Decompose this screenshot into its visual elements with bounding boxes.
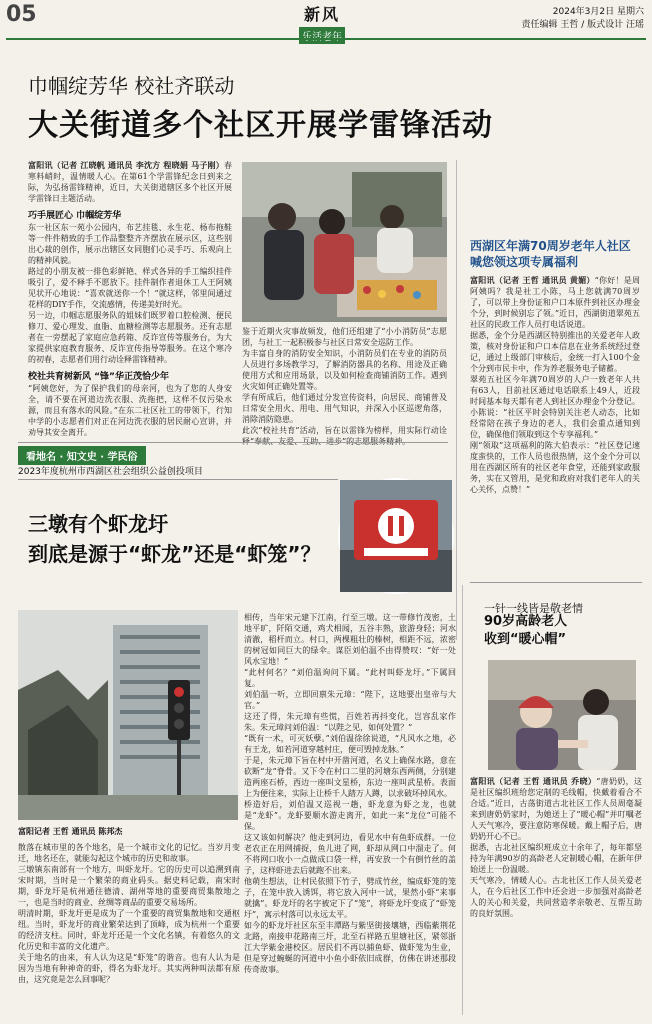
article2-col2 bbox=[244, 612, 456, 1020]
side2-rule bbox=[470, 582, 642, 583]
header-rule bbox=[6, 38, 646, 40]
article1-p5: “阿姨您好，为了保护我们的母亲河，也为了您的人身安全，请不要在河道边洗衣服、洗拖把，这样不仅污染水源，而且有落水的风险。”在东二社区社工的带领下，行知中学的小志愿者们对正在河边洗衣服的居民耐心宣讲，并劝导其安全离开。 bbox=[28, 384, 232, 437]
side2-body bbox=[470, 776, 642, 1020]
side1-p2: 据悉，金个分是西湖区特别推出的关爱老年人政策，核对身份证和户口本信息在业务系统经过登记，通过上级部门审核后，金统一打入100个金个分到市民卡中，作为养老服务电子储蓄。 bbox=[470, 331, 640, 373]
article2-byline: 富阳记者 王哲 通讯员 陈邦杰 bbox=[18, 827, 123, 836]
editor-credits: 责任编辑 王哲 / 版式设计 汪瑶 bbox=[521, 20, 644, 30]
side2-p2: 据悉，古北社区编织班成立十余年了，每年都坚持为年满90岁的高龄老人定制暖心帽，在新年伊始送上一份温暖。 bbox=[470, 843, 642, 874]
article2-p4: 关于地名的由来，有人认为这是“虾笼”的谐音。也有人认为是因为当地有种神奇的虾，得名为虾龙圩。其实两种叫法都有原由，这究竟是怎么回事呢？ bbox=[18, 953, 240, 984]
article1-p7: 为丰富自身的消防安全知识，小消防员们在专业的消防员人员进行多场教学习，了解消防器具的名称、用途及正确使用方式和应用场景，以及如何检查商铺消防工作。遇到火灾如何正确处置等。 bbox=[242, 349, 447, 391]
article2-p13: 他萌生想法，让村民依照下竹子，劈成竹丝，编成虾笼的笼子，在笼中放入诱饵，将它放入河中一试，果然小虾“来事就擒”。虾龙圩的名字被定下了“笼”，将虾龙圩变成了“虾笼圩”，寓示村落可以永远太平。 bbox=[244, 877, 456, 919]
article2-p12: 这又该如何解决？他走到河边，看见水中有鱼虾成群。一位老农正在用网捕捉，鱼儿进了网，虾却从网口中溜走了。何不将网口收小一点做成口袋一样，再安放一个有倒竹丝的盖子，这样虾进去后就跑不出来。 bbox=[244, 833, 456, 875]
article2-headline-line2: 到底是源于“虾龙”还是“虾笼”？ bbox=[28, 542, 321, 566]
article1-p1: 富阳讯（记者 江晓帆 通讯员 李沈方 程晓娟 马子刚）春寒料峭时，温情暖人心。在第61个学雷锋纪念日到来之际，为弘扬雷锋精神，近日，大关街道辖区多个社区开展学雷锋日主题活动。 bbox=[28, 160, 232, 203]
street-sign-image bbox=[340, 480, 452, 592]
column-divider bbox=[456, 160, 457, 640]
article2-p8: 这还了得，朱元璋有些慌，百姓若再抖变化，岂容乱家作朱。朱元璋问刘伯温：“以陛之见，如何处置？” bbox=[244, 712, 456, 732]
column-tag: 看地名 · 知文史 · 学民俗 bbox=[18, 446, 146, 465]
article1-p8: 学有所成后，他们通过分发宣传资料，向居民、商铺普及日常安全用火、用电、用气知识，并深入小区巡逻角落，消除消防隐患。 bbox=[242, 393, 447, 424]
side1-byline: 富阳讯（记者 王哲 通讯员 黄媚） bbox=[470, 275, 595, 285]
article2-p7: 刘伯温一听，立即回禀朱元璋：“陛下，这地要出皇帝与大官。” bbox=[244, 690, 456, 710]
side2-byline: 富阳讯（记者 王哲 通讯员 乔晓） bbox=[470, 776, 597, 786]
article1-p6: 鉴于近期火灾事故频发，他们还组建了“小小消防员”志愿团，与社工一起积极参与社区日常安全巡防工作。 bbox=[242, 327, 447, 347]
article1-p3: 路过的小朋友被一排色彩鲜艳、样式各异的手工编织挂件吸引了，爱不释手不愿放下。挂件制作者退休工人王阿姨见状开心地说：“喜欢就送你一个！”就这样，邻里间通过花样的DIY手作，交流感情，传递美好时光。 bbox=[28, 267, 232, 309]
article1-p4: 另一边，巾帼志愿服务队的姐妹们既罗着口腔检测、便民修刀、爱心理发、血脂、血糖检测等志愿服务。还有志愿者在一旁摆起了家庭应急药箱、反诈宣传等服务台，为大家提供家庭教育服务、反诈宣传指导等服务。在这个寒冷的初春，志愿者们用行动诠释雷锋精神。 bbox=[28, 311, 232, 364]
article1-p2: 东一社区东一苑小公园内，布艺挂毯、永生花、杨布拖鞋等一件件精致的手工作品整整齐齐摆放在展示区，这些别出心裁的创作，展示出辖区女同胞们心灵手巧、乐观向上的精神风貌。 bbox=[28, 223, 232, 265]
building-photo-image bbox=[18, 610, 238, 820]
elder-photo bbox=[488, 660, 636, 770]
article1-kicker: 巾帼绽芳华 校社齐联动 bbox=[28, 74, 235, 98]
page-number: 05 bbox=[6, 2, 37, 27]
section-subtitle bbox=[299, 27, 345, 44]
article2-col1 bbox=[18, 842, 240, 1020]
side2-p1: 富阳讯（记者 王哲 通讯员 乔晓）“唐奶奶，这是社区编织班给您定制的毛线帽，快戴着看合不合适。”近日，古荡街道古北社区工作人员周毫凝来到唐奶奶家时，为她送上了“暖心帽”并叮嘱老人天气寒冷，要注意防寒保暖。戴上帽子后，唐奶奶开心不已。 bbox=[470, 776, 642, 841]
elder-photo-image bbox=[488, 660, 636, 770]
article2-p2: 三墩镇东南部有一个地方，叫虾龙圩。它的历史可以追溯到南宋时期，当时是一个繁荣的商业码头。据史料记载，南宋时期，虾龙圩是杭州通往德清、湖州等地的重要商贸集散地之一，也是当时的商业、丝绸等商品的重要交易场所。 bbox=[18, 865, 240, 907]
section-title: 新风 bbox=[303, 5, 340, 24]
building-photo bbox=[18, 610, 238, 820]
street-sign-photo bbox=[338, 478, 454, 594]
article2-headline-line1: 三墩有个虾龙圩 bbox=[28, 512, 168, 536]
article1-col2 bbox=[242, 326, 447, 436]
section-rule bbox=[18, 442, 448, 443]
side2-title-line1: 90岁高龄老人 bbox=[484, 614, 568, 629]
article2-p14: 如今的虾龙圩社区东至丰潭路与紫坚街接壤塘，西临紫荆花北路，南接申花路南三圩，北至石祥路五里塘社区，紧邻浙江大学紫金港校区。居民们不再以捕鱼虾、做虾笼为生业，但是穿过蜿蜒的河道中小鱼小虾依旧成群，仿佛在讲述那段传奇故事。 bbox=[244, 921, 456, 974]
article1-sub2: 校社共育树新风 “锋”华正茂恰少年 bbox=[28, 372, 169, 382]
side1-title: 西湖区年满70周岁老年人社区喊您领这项专属福利 bbox=[470, 239, 631, 269]
volunteer-photo bbox=[242, 162, 447, 322]
article2-p10: 于是，朱元璋下旨在村中开凿河道，名义上确保水路，意在砍断“龙”脊骨。又下令在村口二里的河塘东西两侧，分别建造两座石桥，西边一座叫文星桥，东边一座叫武星桥。表面上为便往来，实际上让桥千人踏万人蹲，以求破坏掉风水。 bbox=[244, 756, 456, 798]
article2-p6: “此村何名？”刘伯温询问下属。“此村叫虾龙圩。”下属回复。 bbox=[244, 668, 456, 688]
article1-headline: 大关街道多个社区开展学雷锋活动 bbox=[28, 108, 493, 143]
article2-p11: 桥造好后，刘伯温又巡视一趟，虾龙意为虾之龙，也就是“龙虾”。龙虾要顺水游走离开，如此一来“龙位”可能不保。 bbox=[244, 800, 456, 831]
side1-p4: 刚“领取”这项福利的陈大伯表示：“社区登记速度蛮快的，工作人员也很热情，这个金个分可以用在西湖区所有的社区老年食堂，还能到家政服务，实在又管用，是党和政府对我们老年人的关心关怀，点赞！” bbox=[470, 441, 640, 494]
article1-p9: 此次“校社共育”活动，旨在以雷锋为榜样，用实际行动诠 bbox=[242, 426, 447, 435]
column-divider-2 bbox=[462, 585, 463, 1015]
side2-p3: 天气寒冷，情暖人心。古北社区工作人员关爱老人，在今后社区工作中还会进一步加强对高龄老人的关心和关爱，共同营造孝亲敬老、互帮互助的良好氛围。 bbox=[470, 876, 642, 918]
side1-p3: 翠苑五社区今年满70周岁的人户一致老年人共有63人，目前社区通过电话联系上49人，近段时间基本每天都有老人到社区办理金个分登记。小陈说：“社区平时会特别关注老人动态，比如经常陪在孩子身边的老人，我们会重点通知到位，确保他们领取到这个专享福利。” bbox=[470, 375, 640, 439]
side1-p1: 富阳讯（记者 王哲 通讯员 黄媚）“你好！是周阿姨吗？我是社工小陈，马上您就满70周岁了，可以带上身份证和户口本原件到社区办理金个分，到时候别忘了领。”近日，西湖街道翠苑五社区的民政工作人员打电话说道。 bbox=[470, 275, 640, 329]
article2-p3: 明清时期，虾龙圩更是成为了一个重要的商贸集散地和交通枢纽。当时，虾龙圩的商业繁荣达到了顶峰，成为杭州一个重要的经济支柱。同时，虾龙圩还是一个文化名镇，有着悠久的文化历史和丰富的文化遗产。 bbox=[18, 909, 240, 951]
article2-p5: 相传，当年宋元建下江南，行至三墩。这一带修竹茂密，土地平旷，阡陌交通，鸡犬相闻，五谷丰熟，旅游身轻；河水清澈，稻杆而立。村口，两棵粗壮的榛树，相距不远，浓密的树冠如同巨大的绿伞。谋臣刘伯温不由得赞叹：“好一处风水宝地！” bbox=[244, 613, 456, 666]
side2-kicker: 一针一线皆是敬老情 bbox=[484, 602, 583, 615]
article1-byline: 富阳讯（记者 江晓帆 通讯员 李沈方 程晓娟 马子刚） bbox=[28, 160, 224, 170]
project-line: 2023年度杭州市西湖区社会组织公益创投项目 bbox=[18, 464, 338, 480]
issue-date: 2024年3月2日 星期六 bbox=[552, 7, 644, 17]
side1-body bbox=[470, 275, 640, 565]
article2-p9: “既有一术，可灭妖孽。”刘伯温徐徐说道，“凡风水之地，必有王龙，如若河道穿越村庄，便可毁掉龙脉。” bbox=[244, 734, 456, 754]
article1-sub1: 巧手展匠心 巾帼绽芳华 bbox=[28, 211, 122, 221]
volunteer-photo-image bbox=[242, 162, 447, 322]
side2-title-line2: 收到“暖心帽” bbox=[484, 632, 567, 647]
header-meta bbox=[522, 6, 644, 32]
article1-col1 bbox=[28, 160, 232, 460]
article2-p1: 散落在城市里的各个地名，是一个城市文化的记忆。当岁月变迁，地名还在，就能勾起这个城市的历史和故事。 bbox=[18, 843, 240, 863]
